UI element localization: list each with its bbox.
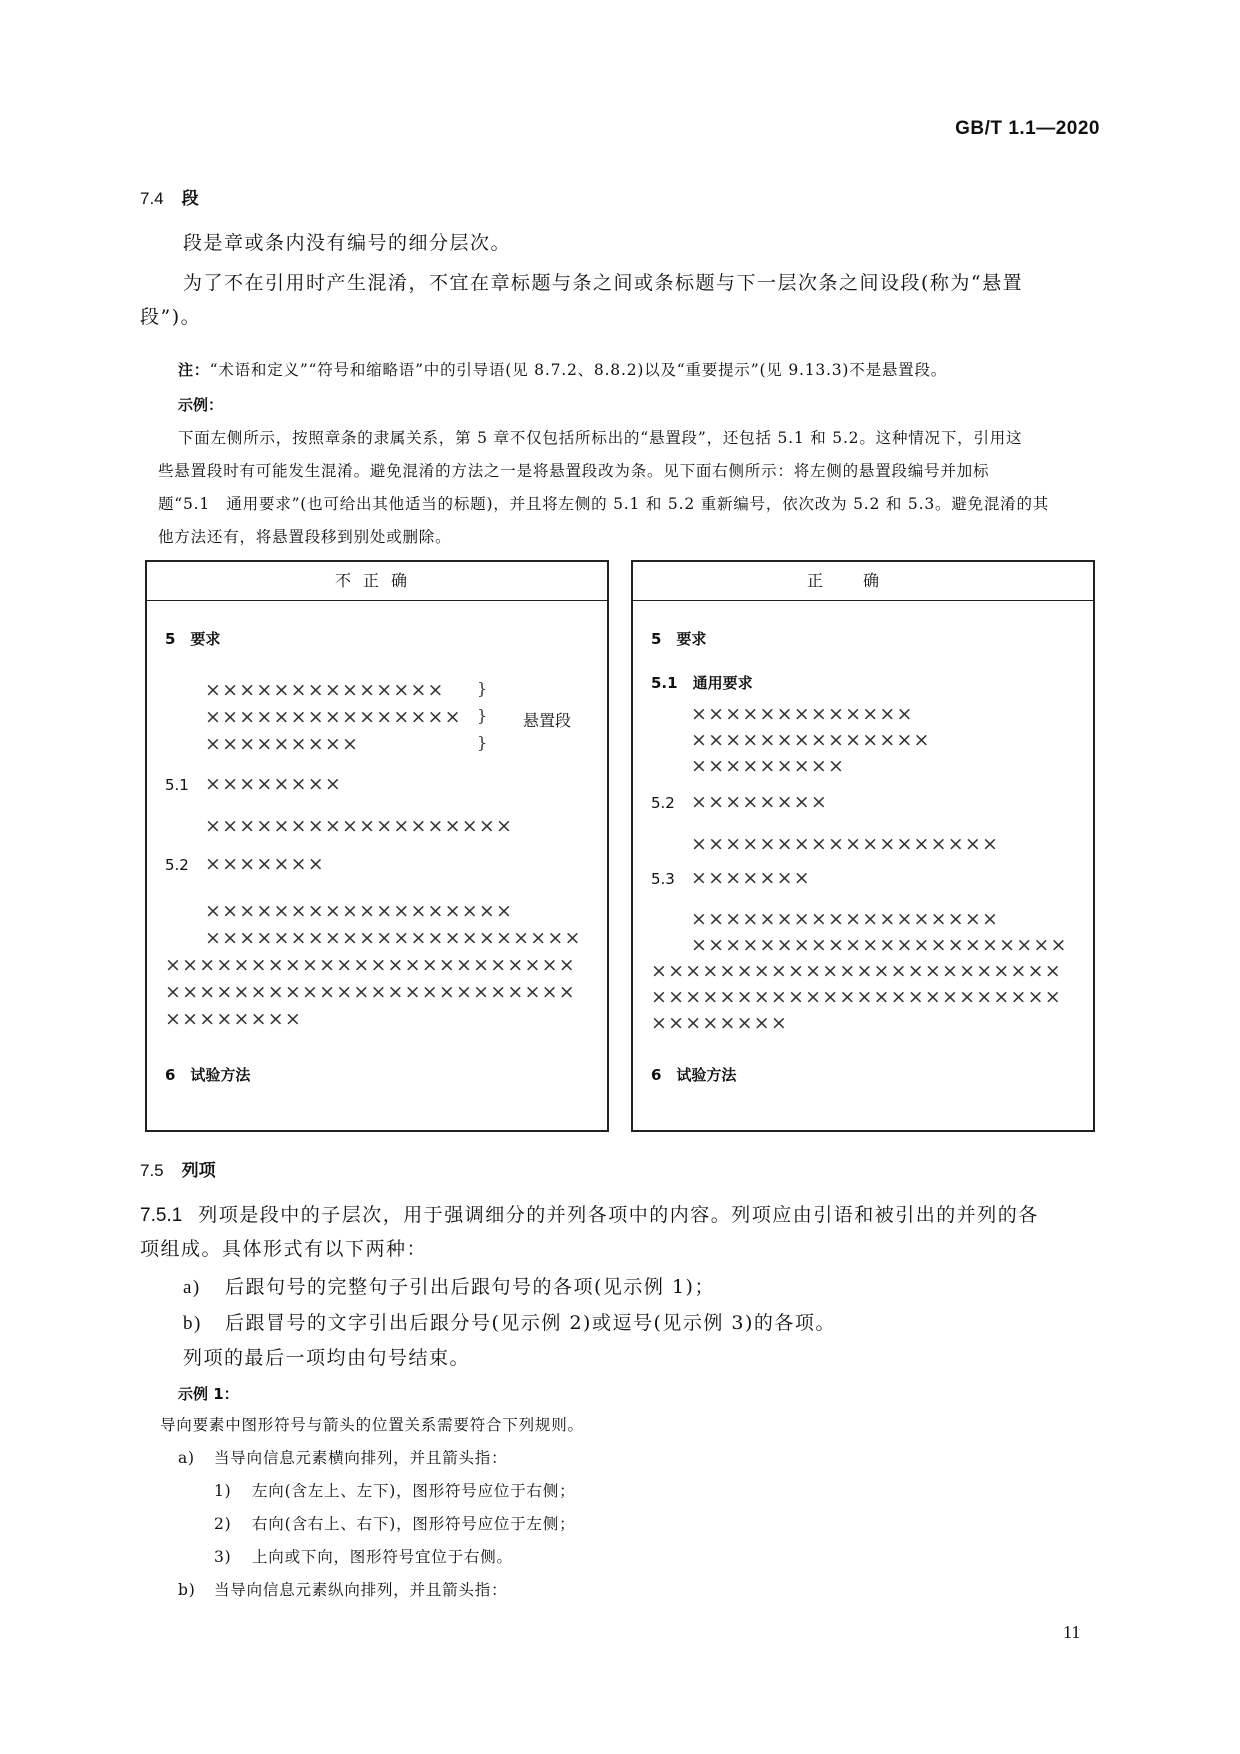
list-item-text: 上向或下向，图形符号宜位于右侧。 [252,1548,513,1566]
brace-icon: } [477,733,488,752]
paragraph-continuation: 项组成。具体形式有以下两种： [140,1238,428,1260]
placeholder-text: ×××××××××××××××××××××××× [651,960,1062,982]
example-list-item [178,1574,507,1607]
box-header: 正确 [633,562,1093,601]
section-title: 段 [181,189,199,209]
subclause-7-5-1 [140,1198,1039,1233]
list-item [183,1306,836,1341]
clause-5-1-heading: 5.1 通用要求 [651,674,753,692]
clause-number: 5.3 [651,870,675,888]
clause-5-heading: 5 要求 [165,630,221,648]
example-label: 示例： [178,396,224,414]
list-item [183,1270,715,1305]
section-number: 7.5 [140,1161,164,1180]
list-item-text: 后跟冒号的文字引出后跟分号(见示例 2)或逗号(见示例 3)的各项。 [225,1312,836,1334]
placeholder-text: ×××××××××××××××××××××× [691,934,1068,956]
placeholder-text: ××××××× [205,853,325,875]
example-line: 导向要素中图形符号与箭头的位置关系需要符合下列规则。 [160,1416,584,1434]
placeholder-text: ××××××××××××××× [205,706,462,728]
placeholder-text: ××××××××× [205,733,360,755]
paragraph: 为了不在引用时产生混淆，不宜在章标题与条之间或条标题与下一层次条之间设段(称为“悬置 [183,272,1024,294]
section-7-4-heading [140,184,199,209]
list-item-text: 当导向信息元素纵向排列，并且箭头指： [214,1581,508,1599]
clause-6-heading: 6 试验方法 [165,1066,251,1084]
note-label: 注： [178,361,210,379]
list-item-text: 当导向信息元素横向排列，并且箭头指： [214,1449,508,1467]
placeholder-text: ×××××××× [205,773,342,795]
page-number: 11 [1063,1622,1081,1642]
placeholder-text: ×××××××××××××××××× [205,815,514,837]
clause-number: 5.2 [165,856,189,874]
subclause-text: 列项是段中的子层次，用于强调细分的并列各项中的内容。列项应由引语和被引出的并列的各 [198,1204,1039,1226]
placeholder-text: ×××××××××××××× [205,679,445,701]
section-title: 列项 [181,1161,216,1181]
example-line: 题“5.1 通用要求”(也可给出其他适当的标题)，并且将左侧的 5.1 和 5.2 重新编号，依次改为 5.2 和 5.3。避免混淆的其 [158,495,1050,513]
placeholder-text: ××××××× [691,867,811,889]
example-line: 些悬置段时有可能发生混淆。避免混淆的方法之一是将悬置段改为条。见下面右侧所示：将左侧的悬置段编号并加标 [158,462,990,480]
clause-5-heading: 5 要求 [651,630,707,648]
list-item-text: 右向(含右上、右下)，图形符号应位于左侧； [252,1515,576,1533]
example-sub-item [214,1541,513,1574]
list-marker: a) [178,1449,195,1467]
example-list-item [178,1442,507,1475]
clause-number: 5.2 [651,794,675,812]
section-7-5-heading [140,1156,216,1181]
placeholder-text: ×××××××××××××××××××××××× [651,986,1062,1008]
box-header: 不正确 [147,562,607,601]
brace-icon: } [477,679,488,698]
clause-number: 5.1 [165,776,189,794]
placeholder-text: ×××××××××××××××××××××× [205,927,582,949]
paragraph-continuation: 段”)。 [140,306,202,328]
placeholder-text: ×××××××××××××××××××××××× [165,981,576,1003]
example-line: 他方法还有，将悬置段移到别处或删除。 [158,528,452,546]
list-marker: 1) [214,1482,232,1500]
placeholder-text: ×××××××× [691,791,828,813]
list-item-text: 后跟句号的完整句子引出后跟句号的各项(见示例 1)； [225,1276,715,1298]
hanging-paragraph-label: 悬置段 [523,711,572,730]
paragraph: 段是章或条内没有编号的细分层次。 [183,232,512,254]
note-text: “术语和定义”“符号和缩略语”中的引导语(见 8.7.2、8.8.2)以及“重要提示”(见 9.13.3)不是悬置段。 [209,361,948,379]
brace-icon: } [477,706,488,725]
placeholder-text: ×××××××××××××××××× [691,833,1000,855]
list-marker: a) [183,1277,201,1298]
standard-code: GB/T 1.1—2020 [955,118,1100,139]
paragraph: 列项的最后一项均由句号结束。 [183,1347,471,1369]
example-sub-item [214,1475,575,1508]
placeholder-text: ×××××××× [165,1008,302,1030]
example-label: 示例 1： [178,1385,239,1403]
incorrect-example-box [145,560,609,1132]
list-marker: b) [178,1581,196,1599]
section-number: 7.4 [140,189,164,208]
list-marker: b) [183,1313,202,1334]
placeholder-text: ×××××××××××××××××× [691,908,1000,930]
note [178,354,947,387]
list-item-text: 左向(含左上、左下)，图形符号应位于右侧； [252,1482,576,1500]
placeholder-text: ×××××××××××××××××× [205,900,514,922]
example-line: 下面左侧所示，按照章条的隶属关系，第 5 章不仅包括所标出的“悬置段”，还包括 5.1 和 5.2。这种情况下，引用这 [178,429,1023,447]
list-marker: 2) [214,1515,232,1533]
placeholder-text: ××××××××× [691,755,846,777]
placeholder-text: ×××××××× [651,1012,788,1034]
placeholder-text: ××××××××××××× [691,703,914,725]
clause-6-heading: 6 试验方法 [651,1066,737,1084]
list-marker: 3) [214,1548,232,1566]
subclause-number: 7.5.1 [140,1205,183,1226]
placeholder-text: ×××××××××××××× [691,729,931,751]
placeholder-text: ×××××××××××××××××××××××× [165,954,576,976]
correct-example-box [631,560,1095,1132]
example-sub-item [214,1508,575,1541]
